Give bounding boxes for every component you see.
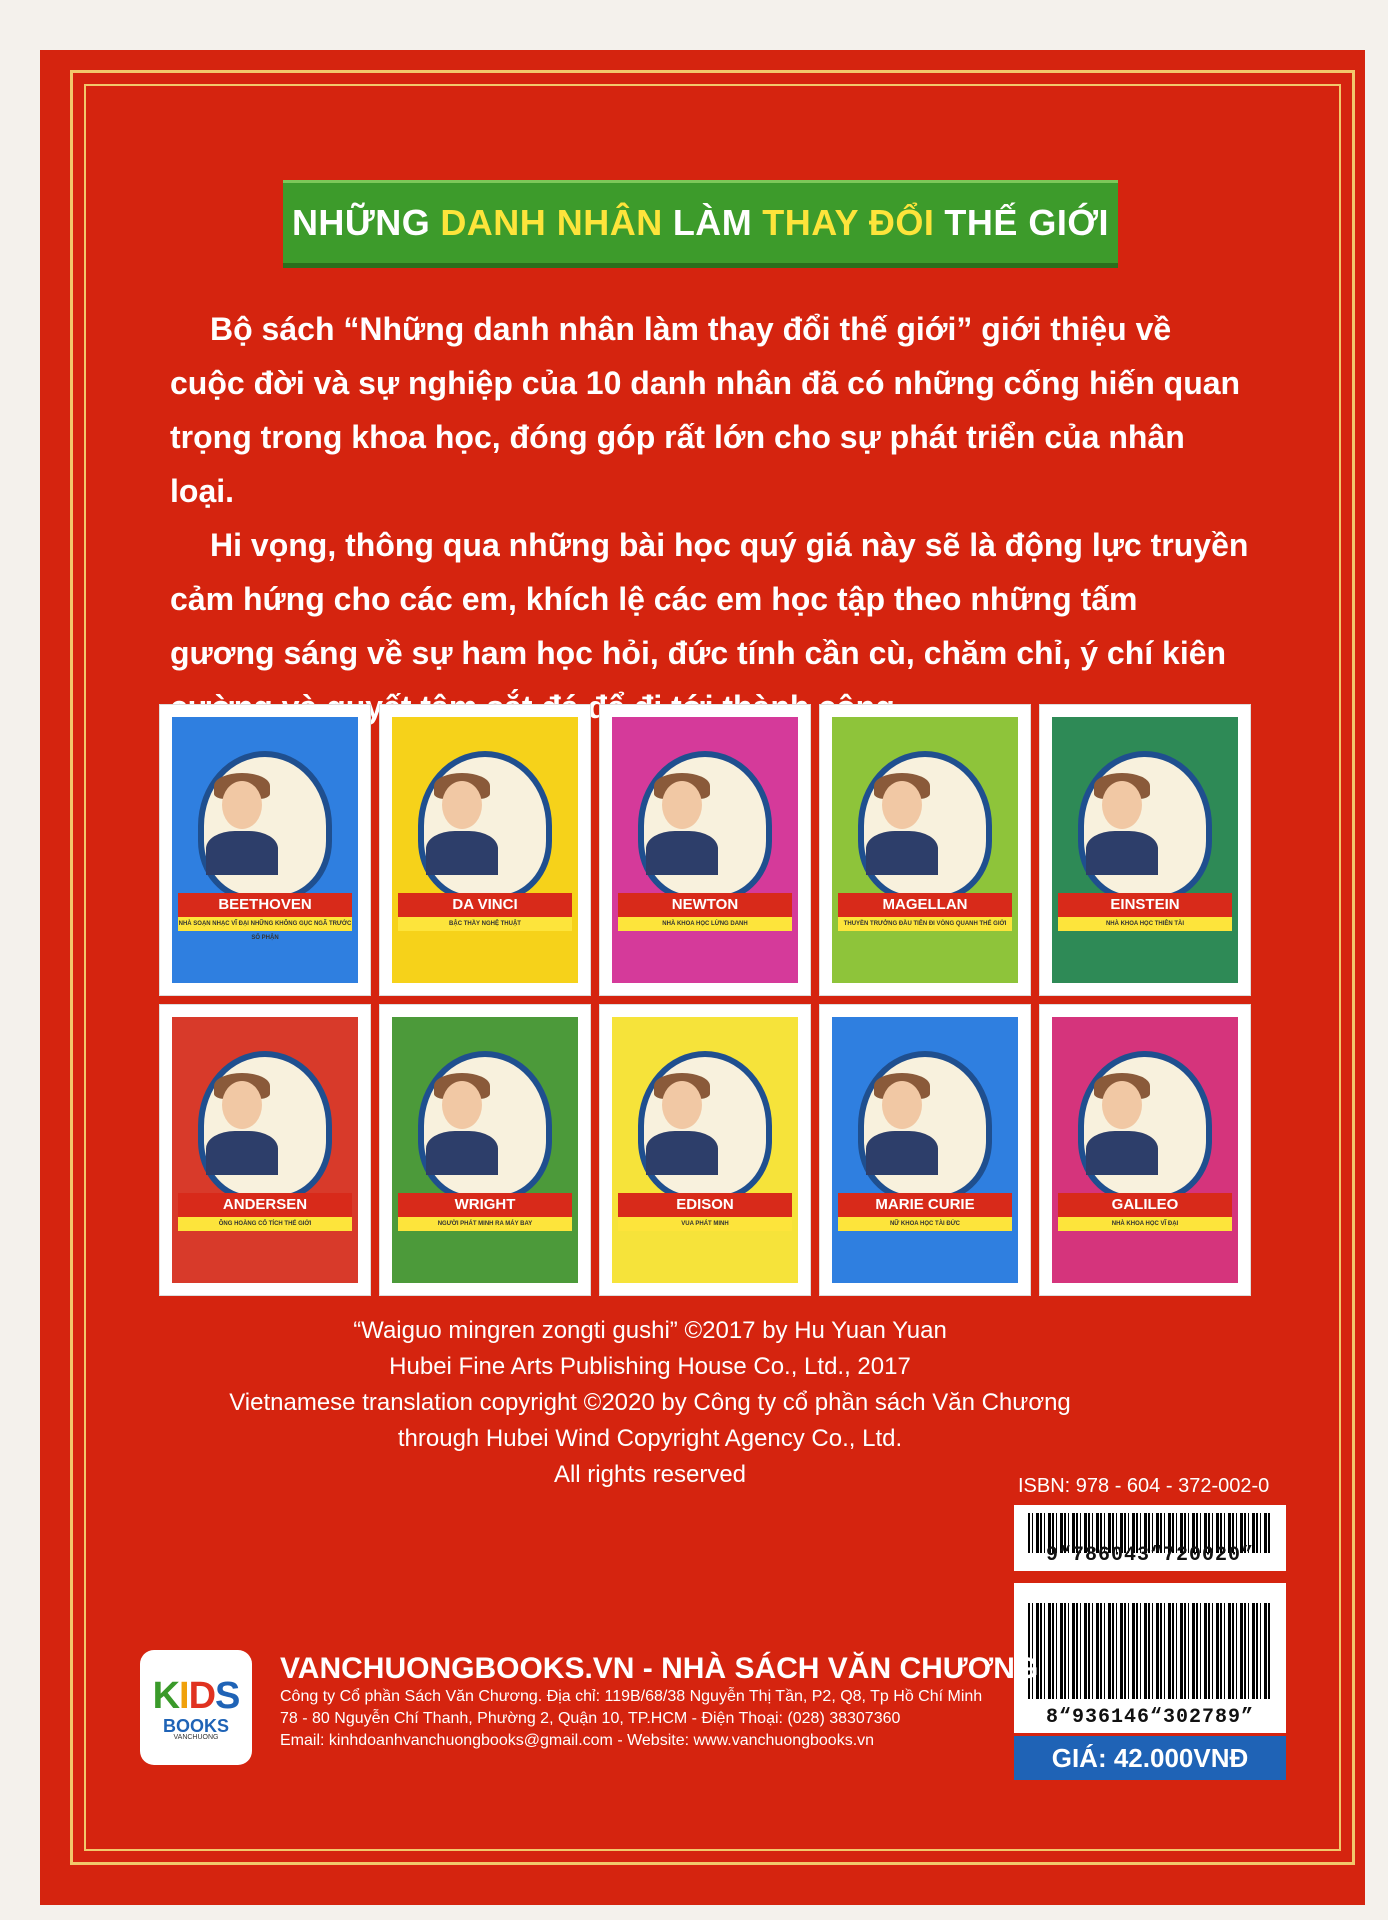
series-title-banner	[283, 180, 1118, 268]
book-title: NEWTON	[618, 893, 792, 917]
book-title: GALILEO	[1058, 1193, 1232, 1217]
product-barcode-number: 8“936146“302789”	[1045, 1706, 1255, 1729]
cover-art	[612, 1017, 798, 1283]
price-label: GIÁ: 42.000VNĐ	[1014, 1736, 1286, 1780]
book-subtitle: NHÀ KHOA HỌC THIÊN TÀI	[1058, 917, 1232, 931]
title-part-5: THẾ GIỚI	[944, 202, 1110, 243]
copyright-line-5: All rights reserved	[553, 1461, 747, 1488]
book-cover-andersen	[160, 1005, 370, 1295]
kids-books-logo	[140, 1650, 252, 1765]
book-subtitle: NỮ KHOA HỌC TÀI ĐỨC	[838, 1217, 1012, 1231]
description-paragraph-2: Hi vọng, thông qua những bài học quý giá này sẽ là động lực truyền cảm hứng cho các em, khích lệ các em học tập theo những tấm gương sáng về sự ham học hỏi, đức tính cần cù, chăm chỉ, ý chí kiên	[170, 527, 1249, 671]
copyright-notice	[200, 1313, 1100, 1493]
publisher-info	[280, 1652, 1038, 1752]
book-title: MARIE CURIE	[838, 1193, 1012, 1217]
cover-art	[392, 717, 578, 983]
book-subtitle: THUYỀN TRƯỞNG ĐẦU TIÊN ĐI VÒNG QUANH THẾ GIỚI	[838, 917, 1012, 931]
book-subtitle: ÔNG HOÀNG CỔ TÍCH THẾ GIỚI	[178, 1217, 352, 1231]
title-part-2: DANH NHÂN	[440, 202, 663, 243]
logo-kids: KIDS	[152, 1674, 240, 1717]
book-cover-marie-curie	[820, 1005, 1030, 1295]
book-subtitle: BẬC THẦY NGHỆ THUẬT	[398, 917, 572, 931]
book-title: MAGELLAN	[838, 893, 1012, 917]
book-subtitle: VUA PHÁT MINH	[618, 1217, 792, 1231]
book-title: WRIGHT	[398, 1193, 572, 1217]
cover-art	[392, 1017, 578, 1283]
book-cover-davinci	[380, 705, 590, 995]
series-description	[170, 302, 1250, 734]
book-title: ANDERSEN	[178, 1193, 352, 1217]
copyright-line-4: through Hubei Wind Copyright Agency Co., Ltd.	[397, 1425, 903, 1452]
logo-publisher: VANCHUONG	[173, 1733, 219, 1741]
book-cover-newton	[600, 705, 810, 995]
book-subtitle: NHÀ KHOA HỌC VĨ ĐẠI	[1058, 1217, 1232, 1231]
title-part-3: LÀM	[672, 202, 753, 243]
book-cover-wright	[380, 1005, 590, 1295]
cover-art	[1052, 1017, 1238, 1283]
title-part-4: THAY ĐỔI	[762, 202, 935, 243]
book-subtitle: NHÀ SOẠN NHẠC VĨ ĐẠI NHỮNG KHÔNG GỤC NGÃ TRƯỚC SỐ PHẬN	[178, 917, 352, 931]
book-cover-einstein	[1040, 705, 1250, 995]
book-cover-beethoven	[160, 705, 370, 995]
publisher-contact: Email: kinhdoanhvanchuongbooks@gmail.com - Website: www.vanchuongbooks.vn	[280, 1732, 875, 1749]
copyright-line-3: Vietnamese translation copyright ©2020 by Công ty cổ phần sách Văn Chương	[229, 1389, 1071, 1416]
barcode-bars	[1028, 1603, 1272, 1699]
book-title: DA VINCI	[398, 893, 572, 917]
copyright-line-2: Hubei Fine Arts Publishing House Co., Ltd., 2017	[389, 1353, 911, 1380]
publisher-address-1: Công ty Cổ phần Sách Văn Chương. Địa chỉ: 119B/68/38 Nguyễn Thị Tần, P2, Q8, Tp Hồ Chí Minh	[280, 1688, 983, 1705]
book-subtitle: NHÀ KHOA HỌC LỪNG DANH	[618, 917, 792, 931]
book-cover-galileo	[1040, 1005, 1250, 1295]
isbn-label: ISBN: 978 - 604 - 372-002-0	[1018, 1475, 1270, 1497]
isbn-barcode	[1014, 1505, 1286, 1571]
publisher-address-2: 78 - 80 Nguyễn Chí Thanh, Phường 2, Quận 10, TP.HCM - Điện Thoại: (028) 38307360	[280, 1710, 901, 1727]
book-subtitle: NGƯỜI PHÁT MINH RA MÁY BAY	[398, 1217, 572, 1231]
publisher-site: VANCHUONGBOOKS.VN - NHÀ SÁCH VĂN CHƯƠNG	[280, 1652, 1039, 1685]
product-barcode	[1014, 1583, 1286, 1733]
cover-art	[612, 717, 798, 983]
cover-art	[1052, 717, 1238, 983]
copyright-line-1: “Waiguo mingren zongti gushi” ©2017 by Hu Yuan Yuan	[353, 1317, 947, 1344]
cover-art	[832, 717, 1018, 983]
book-title: BEETHOVEN	[178, 893, 352, 917]
book-cover-edison	[600, 1005, 810, 1295]
book-title: EINSTEIN	[1058, 893, 1232, 917]
book-cover-magellan	[820, 705, 1030, 995]
cover-art	[832, 1017, 1018, 1283]
book-title: EDISON	[618, 1193, 792, 1217]
isbn-barcode-number: 9“786043“720020”	[1045, 1544, 1255, 1567]
description-paragraph-1: Bộ sách “Những danh nhân làm thay đổi thế giới” giới thiệu về cuộc đời và sự nghiệp của 10 danh nhân đã có những cống hiến quan trọng trong khoa học, đóng góp rất lớn cho sự phát triển của nhân loại.	[170, 311, 1241, 509]
logo-books: BOOKS	[162, 1715, 229, 1736]
cover-art	[172, 1017, 358, 1283]
title-part-1: NHỮNG	[291, 202, 431, 243]
